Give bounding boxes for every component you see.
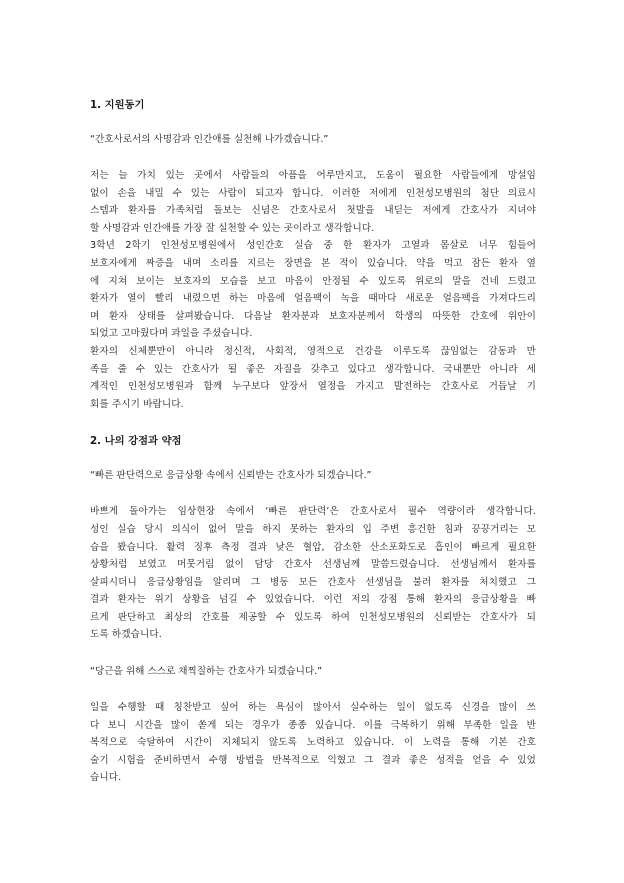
section-heading-strengths-weaknesses: 2. 나의 강점과 약점 bbox=[90, 435, 182, 448]
text-line: 할 사명감과 인간애를 가장 잘 실천할 수 있는 곳이라고 생각합니다. bbox=[90, 222, 375, 234]
text-line: 복적으로 숙달하여 시간이 지체되지 않도록 노력하고 있습니다. 이 노력을 통해 기본 간호 bbox=[90, 737, 536, 749]
weakness-paragraph bbox=[90, 699, 536, 787]
text-line: 환자가 열이 빨리 내렸으면 하는 마음에 얼음팩이 녹을 때마다 새로운 얼음팩을 가져다드리 bbox=[90, 293, 536, 305]
text-line: 회를 주시기 바랍니다. bbox=[90, 398, 184, 410]
text-line: 술기 시험을 준비하면서 수행 방법을 반복적으로 익혔고 그 결과 좋은 성적을 얻을 수 있었 bbox=[90, 754, 536, 766]
text-line: 바쁘게 돌아가는 임상현장 속에서 ‘빠른 판단력’은 간호사로서 필수 역량이라 생각합니다. bbox=[90, 506, 536, 518]
text-line: 환자의 신체뿐만이 아니라 정신적, 사회적, 영적으로 건강을 이루도록 끊임없는 감동과 만 bbox=[90, 345, 536, 357]
text-line: 도록 하겠습니다. bbox=[90, 629, 162, 641]
text-line: 상황처럼 보였고 머뭇거림 없이 담당 간호사 선생님께 말씀드렸습니다. 선생님께서 환자를 bbox=[90, 559, 536, 571]
strength-quote: “빠른 판단력으로 응급상황 속에서 신뢰받는 간호사가 되겠습니다.” bbox=[90, 470, 372, 482]
text-line: 다 보니 시간을 많이 쏟게 되는 경우가 종종 있습니다. 이를 극복하기 위해 부족한 일을 반 bbox=[90, 719, 536, 731]
text-line: 습을 봤습니다. 활력 징후 측정 결과 낮은 혈압, 감소한 산소포화도로 흡인이 빠르게 필요한 bbox=[90, 541, 536, 553]
text-line: 족을 줄 수 있는 간호사가 될 좋은 자질을 갖추고 있다고 생각합니다. 국내뿐만 아니라 세 bbox=[90, 363, 536, 375]
text-line: 살피시더니 응급상황임을 알리며 그 병동 모든 간호사 선생님을 불러 환자를 처치했고 그 bbox=[90, 576, 536, 588]
text-line: 계적인 인천성모병원과 함께 누구보다 앞장서 열정을 가지고 발전하는 간호사로 거듭날 기 bbox=[90, 381, 536, 393]
text-line: 에 지쳐 보이는 보호자의 모습을 보고 마음이 안정될 수 있도록 위로의 말을 건네 드렸고 bbox=[90, 275, 536, 287]
motivation-paragraph bbox=[90, 167, 536, 413]
text-line: 성인 실습 당시 의식이 없어 말을 하지 못하는 환자의 입 주변 흥건한 침과 끙끙거리는 모 bbox=[90, 523, 536, 535]
text-line: 르게 판단하고 최상의 간호를 제공할 수 있도록 하여 인천성모병원의 신뢰받는 간호사가 되 bbox=[90, 611, 536, 623]
text-line: 3학년 2학기 인천성모병원에서 성인간호 실습 중 한 환자가 고열과 몸살로 너무 힘들어 bbox=[90, 240, 536, 252]
motivation-quote: “간호사로서의 사명감과 인간애를 실천해 나가겠습니다.” bbox=[90, 134, 329, 145]
text-line: 며 환자 상태를 살펴봤습니다. 다음날 환자분과 보호자분께서 학생의 따뜻한 간호에 위안이 bbox=[90, 310, 536, 322]
strength-paragraph bbox=[90, 503, 536, 644]
text-line: 일을 수행할 때 칭찬받고 싶어 하는 욕심이 많아서 실수하는 일이 없도록 신경을 많이 쓰 bbox=[90, 702, 536, 714]
text-line: 되었고 고마웠다며 과일을 주셨습니다. bbox=[90, 328, 253, 340]
text-line: 스템과 환자를 가족처럼 돌보는 신념은 간호사로서 첫발을 내딛는 저에게 간호사가 지녀야 bbox=[90, 205, 536, 217]
weakness-quote: “당근을 위해 스스로 채찍질하는 간호사가 되겠습니다.” bbox=[90, 666, 323, 678]
text-line: 습니다. bbox=[90, 772, 122, 784]
document-body bbox=[90, 98, 536, 787]
text-line: 없이 손을 내밀 수 있는 사람이 되고자 합니다. 이러한 저에게 인천성모병원의 첨단 의료시 bbox=[90, 187, 536, 199]
text-line: 보호자에게 짜증을 내며 소리를 지르는 장면을 본 적이 있습니다. 약을 먹고 잠든 환자 옆 bbox=[90, 257, 536, 269]
section-heading-motivation: 1. 지원동기 bbox=[90, 99, 145, 111]
text-line: 결과 환자는 위기 상황을 넘길 수 있었습니다. 이런 저의 강점 통해 환자의 응급상황을 빠 bbox=[90, 594, 536, 606]
text-line: 저는 늘 가치 있는 곳에서 사람들의 아픔을 어루만지고, 도움이 필요한 사람들에게 망설임 bbox=[90, 170, 536, 181]
